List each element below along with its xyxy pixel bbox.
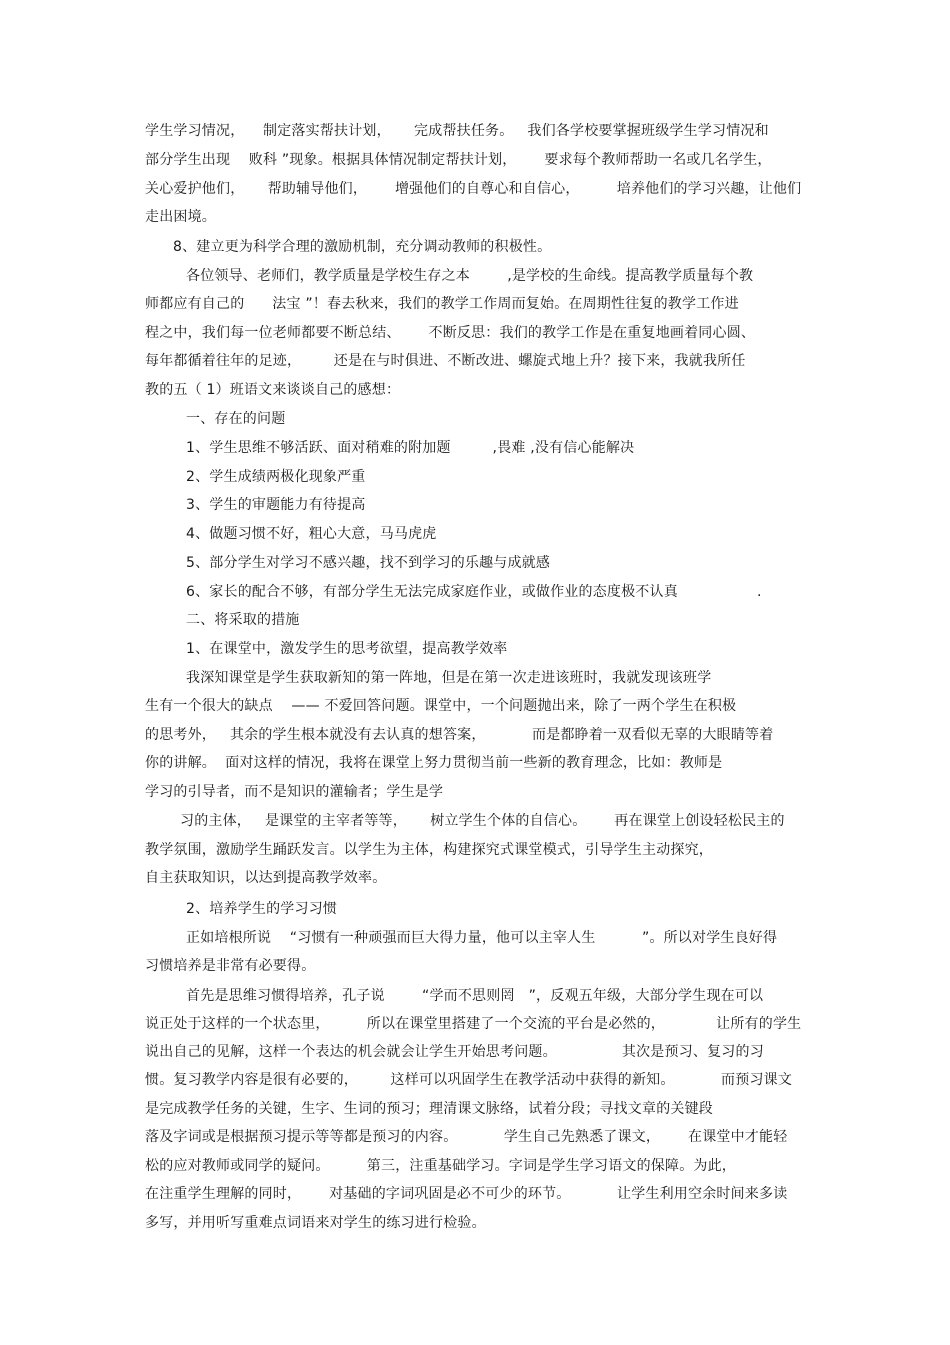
text-line: 我深知课堂是学生获取新知的第一阵地，但是在第一次走进该班时，我就发现该班学	[186, 670, 712, 686]
text-line: 落及字词或是根据预习提示等等都是预习的内容。 学生自己先熟悉了课文， 在课堂中才能轻	[145, 1129, 788, 1145]
list-item: 5、部分学生对学习不感兴趣，找不到学习的乐趣与成就感	[186, 555, 551, 571]
text-line: 正如培根所说 “习惯有一种顽强而巨大得力量，他可以主宰人生 ”。所以对学生良好得	[186, 930, 778, 946]
list-item: 3、学生的审题能力有待提高	[186, 497, 366, 513]
section-heading: 一、存在的问题	[186, 411, 286, 427]
subsection-heading: 2、培养学生的学习习惯	[186, 901, 338, 917]
text-line: 程之中，我们每一位老师都要不断总结、 不断反思：我们的教学工作是在重复地画着同心圆、	[145, 325, 756, 341]
text-line: 生有一个很大的缺点 —— 不爱回答问题。课堂中，一个问题抛出来，除了一两个学生在积极	[145, 698, 737, 714]
text-line: 关心爱护他们， 帮助辅导他们， 增强他们的自尊心和自信心， 培养他们的学习兴趣，让他们	[145, 181, 802, 197]
text-line: 每年都循着往年的足迹， 还是在与时俱进、不断改进、螺旋式地上升？接下来，我就我所任	[145, 353, 746, 369]
text-line: 说出自己的见解，这样一个表达的机会就会让学生开始思考问题。 其次是预习、复习的习	[145, 1044, 764, 1060]
text-line: 习惯培养是非常有必要得。	[145, 958, 316, 974]
text-line: 师都应有自己的 法宝 ”！春去秋来，我们的教学工作周而复始。在周期性往复的教学工作进	[145, 296, 739, 312]
text-line: 是完成教学任务的关键，生字、生词的预习；理清课文脉络，试着分段；寻找文章的关键段	[145, 1101, 713, 1117]
text-line: 惯。复习教学内容是很有必要的， 这样可以巩固学生在教学活动中获得的新知。 而预习课文	[145, 1072, 793, 1088]
text-line: 学生学习情况， 制定落实帮扶计划， 完成帮扶任务。 我们各学校要掌握班级学生学习情况和	[145, 123, 769, 139]
text-line: 自主获取知识，以达到提高教学效率。	[145, 870, 387, 886]
text-line: 学习的引导者，而不是知识的灌输者；学生是学	[145, 784, 444, 800]
text-line: 部分学生出现 败科 ”现象。根据具体情况制定帮扶计划， 要求每个教师帮助一名或几名学生，	[145, 152, 772, 168]
list-item: 2、学生成绩两极化现象严重	[186, 469, 366, 485]
text-line: 8、建立更为科学合理的激励机制，充分调动教师的积极性。	[173, 239, 552, 255]
text-line: 你的讲解。 面对这样的情况，我将在课堂上努力贯彻当前一些新的教育理念，比如：教师是	[145, 755, 723, 771]
text-line: 教学氛围，激励学生踊跃发言。以学生为主体，构建探究式课堂模式，引导学生主动探究，	[145, 842, 713, 858]
text-line: 说正处于这样的一个状态里， 所以在课堂里搭建了一个交流的平台是必然的， 让所有的学生	[145, 1016, 802, 1032]
text-line: 松的应对教师或同学的疑问。 第三，注重基础学习。字词是学生学习语文的保障。为此，	[145, 1158, 736, 1174]
text-line: 各位领导、老师们，教学质量是学校生存之本 ,是学校的生命线。提高教学质量每个教	[186, 268, 754, 284]
subsection-heading: 1、在课堂中，激发学生的思考欲望，提高教学效率	[186, 641, 508, 657]
list-item: 4、做题习惯不好，粗心大意，马马虎虎	[186, 526, 437, 542]
text-line: 走出困境。	[145, 209, 216, 225]
text-line: 的思考外， 其余的学生根本就没有去认真的想答案， 而是都睁着一双看似无辜的大眼睛等着	[145, 727, 774, 743]
text-line: 多写，并用听写重难点词语来对学生的练习进行检验。	[145, 1215, 486, 1231]
text-line: 教的五（ 1）班语文来谈谈自己的感想：	[145, 382, 401, 398]
list-item: 1、学生思维不够活跃、面对稍难的附加题 ,畏难 ,没有信心能解决	[186, 440, 635, 456]
text-line: 在注重学生理解的同时， 对基础的字词巩固是必不可少的环节。 让学生利用空余时间来多读	[145, 1186, 788, 1202]
list-item: 6、家长的配合不够，有部分学生无法完成家庭作业，或做作业的态度极不认真 .	[186, 584, 762, 600]
text-line: 首先是思维习惯得培养，孔子说 “学而不思则罔 ”，反观五年级，大部分学生现在可以	[186, 988, 764, 1004]
text-line: 习的主体， 是课堂的主宰者等等， 树立学生个体的自信心。 再在课堂上创设轻松民主的	[180, 813, 785, 829]
section-heading: 二、将采取的措施	[186, 612, 300, 628]
